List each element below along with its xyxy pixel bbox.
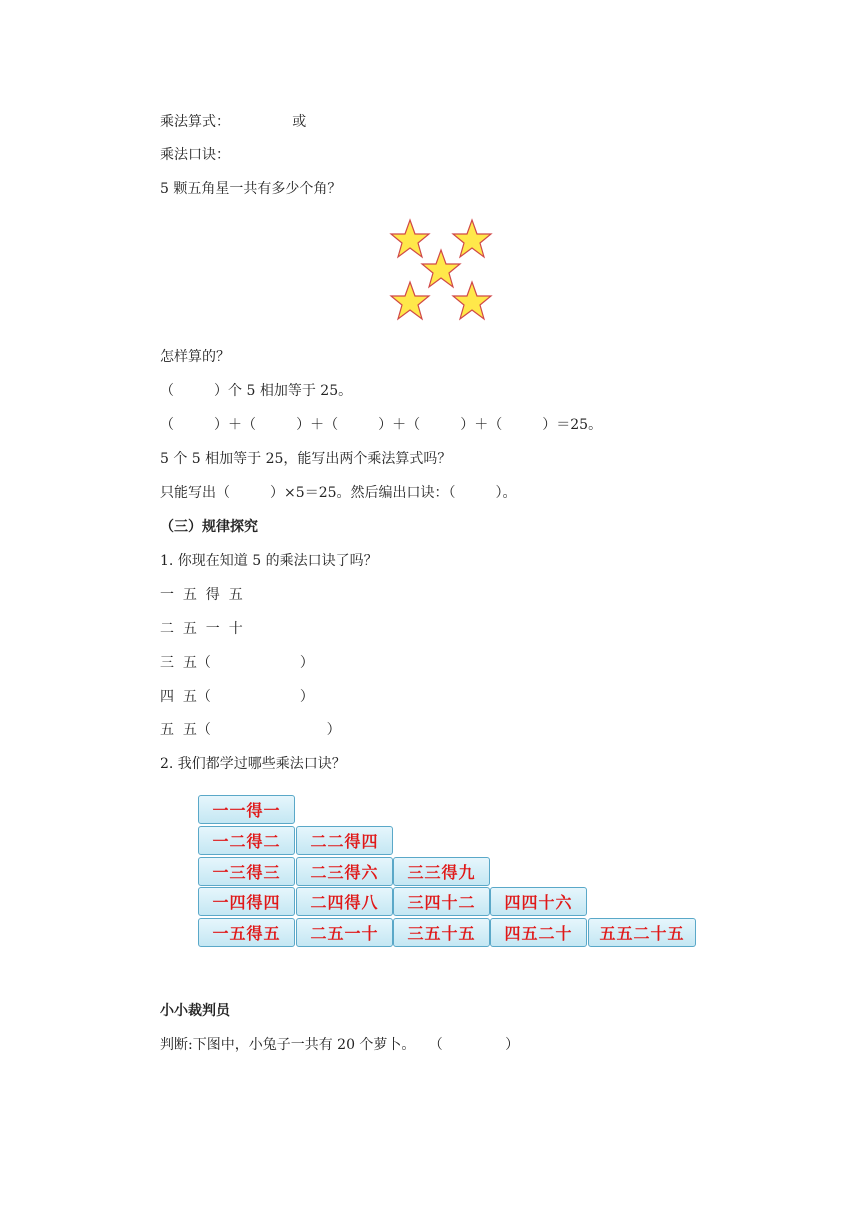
table-cell: 二二得四 xyxy=(296,826,393,855)
star-icon xyxy=(453,282,491,319)
fill-count: （ ）个 5 相加等于 25。 xyxy=(160,383,353,399)
mnemonic-1: 一 五 得 五 xyxy=(160,587,243,603)
five-stars-image xyxy=(384,212,504,332)
mnemonic-5: 五 五（ ） xyxy=(160,722,341,738)
fill-sum: （ ）＋（ ）＋（ ）＋（ ）＋（ ）＝25。 xyxy=(160,417,603,433)
mnemonic-2: 二 五 一 十 xyxy=(160,621,243,637)
section-judge-heading: 小小裁判员 xyxy=(160,1003,230,1019)
table-cell: 三三得九 xyxy=(393,857,490,886)
table-cell: 四五二十 xyxy=(490,918,587,947)
question-know: 1. 你现在知道 5 的乘法口诀了吗？ xyxy=(160,553,378,569)
line-formula: 乘法算式： 或 xyxy=(160,114,307,130)
table-cell: 一三得三 xyxy=(198,857,295,886)
table-cell: 一一得一 xyxy=(198,795,295,824)
question-two-formulas: 5 个 5 相加等于 25，能写出两个乘法算式吗？ xyxy=(160,451,452,467)
question-stars: 5 颗五角星一共有多少个角？ xyxy=(160,181,342,197)
question-how: 怎样算的？ xyxy=(160,349,230,365)
table-cell: 二四得八 xyxy=(296,887,393,916)
table-cell: 二三得六 xyxy=(296,857,393,886)
mnemonic-3: 三 五（ ） xyxy=(160,655,314,671)
table-cell: 一二得二 xyxy=(198,826,295,855)
star-icon xyxy=(422,250,460,287)
star-icon xyxy=(453,220,491,257)
question-learned: 2. 我们都学过哪些乘法口诀？ xyxy=(160,756,346,772)
star-icon xyxy=(391,282,429,319)
section-heading: （三）规律探究 xyxy=(160,519,258,535)
fill-formula: 只能写出（ ）×5＝25。然后编出口诀：（ ）。 xyxy=(160,485,517,501)
table-cell: 三五十五 xyxy=(393,918,490,947)
table-cell: 一四得四 xyxy=(198,887,295,916)
line-mnemonic: 乘法口诀： xyxy=(160,147,230,163)
star-icon xyxy=(391,220,429,257)
table-cell: 四四十六 xyxy=(490,887,587,916)
table-cell: 二五一十 xyxy=(296,918,393,947)
judge-question: 判断:下图中，小兔子一共有 20 个萝卜。 （ ） xyxy=(160,1037,520,1053)
table-cell: 三四十二 xyxy=(393,887,490,916)
table-cell: 一五得五 xyxy=(198,918,295,947)
mnemonic-4: 四 五（ ） xyxy=(160,689,314,705)
table-cell: 五五二十五 xyxy=(588,918,696,947)
